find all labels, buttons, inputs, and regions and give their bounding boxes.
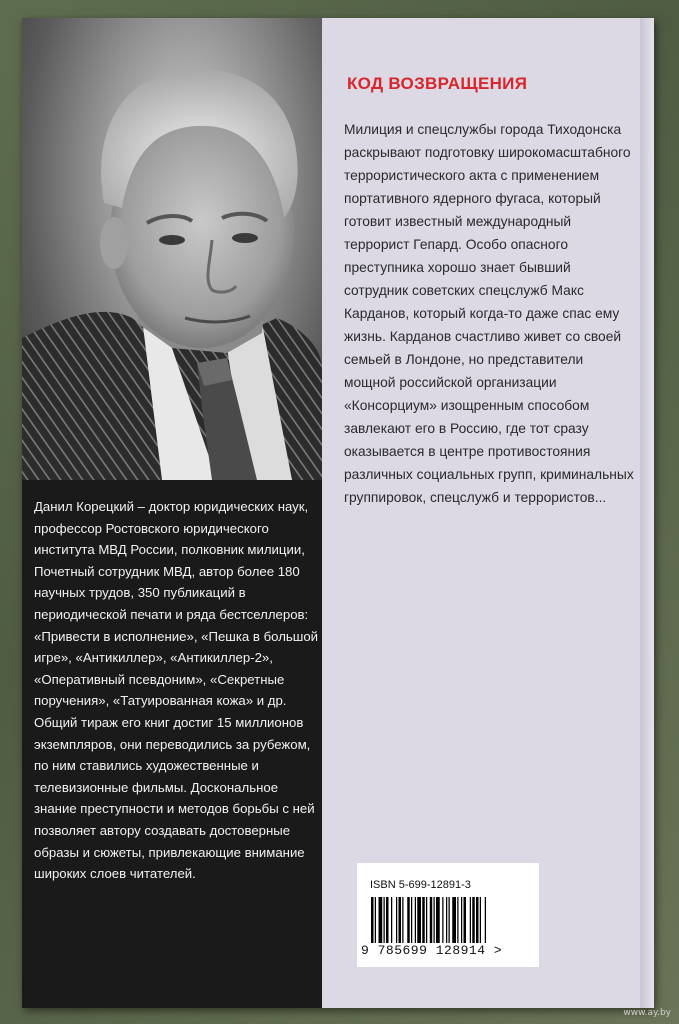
cover-edge: [640, 18, 654, 1008]
book-title: КОД ВОЗВРАЩЕНИЯ: [347, 74, 528, 93]
author-bio-text: Данил Корецкий – доктор юридических наук, профессор Ростовского юридического института МВД России, полковник милиции, Почетный сотрудник МВД, автор более 180 научных трудов, 350 публикаций в периодической печати и ряда бестселлеров: «Привести в исполнение», «Пешка в большой игре», «Антикиллер», «Антикиллер-2», «Оперативный псевдоним», «Секретные поручения», «Татуированная кожа» и др. Общий тираж его книг достиг 15 миллионов экземпляров, они переводились за рубежом, по ним ставились художественные и телевизионные фильмы. Доскональное знание преступности и методов борьбы с ней позволяет автору создавать достоверные образы и сюжеты, привлекающие внимание широких слоев читателей.: [34, 499, 319, 882]
annotation-panel: [322, 18, 654, 1008]
author-portrait-illustration: [22, 18, 322, 480]
book-back-cover: [22, 18, 654, 1008]
book-annotation: Милиция и спецслужбы города Тиходонска раскрывают подготовку широкомасштабного террористического акта с применением портативного ядерного фугаса, который готовит известный международный террорист Гепард. Особо опасного преступника хорошо знает бывший сотрудник советских спецслужб Макс Карданов, который когда-то даже спас ему жизнь. Карданов счастливо живет со своей семьей в Лондоне, но представители мощной российской организации «Консорциум» изощренным способом завлекают его в Россию, где тот сразу оказывается в центре противостояния различных социальных групп, криминальных группировок, спецслужб и террористов...: [344, 122, 634, 505]
barcode-label: [357, 863, 539, 967]
author-bio-panel: [22, 480, 322, 1008]
barcode-icon: [371, 897, 527, 945]
watermark: www.ay.by: [623, 1008, 671, 1018]
ean-number: 9 785699 128914 >: [361, 943, 503, 958]
isbn-text: ISBN 5-699-12891-3: [370, 879, 471, 891]
author-photo: [22, 18, 322, 480]
